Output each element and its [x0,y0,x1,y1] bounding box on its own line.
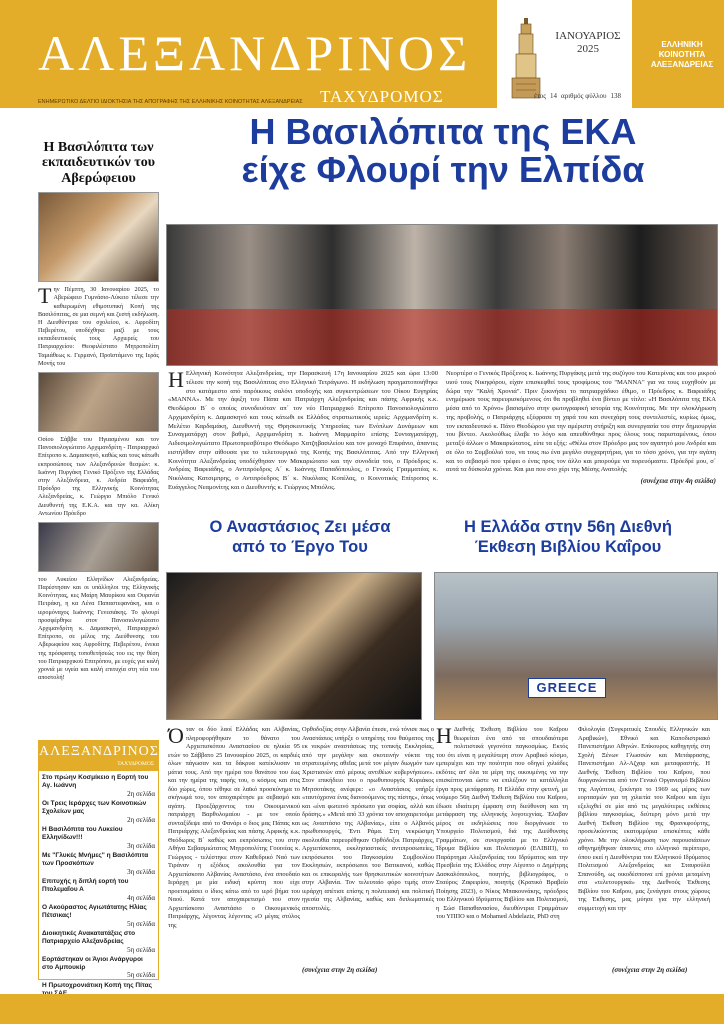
sidebar-paragraph-3: του Λυκείου Ελληνίδων Αλεξανδρείας. Παρέστησαν και οι υπάλληλοι της Ελληνικής Κοινότητας, κες Μαίρη Μαυρίκου και Ουρανία Πετράκη, η κα Λένα Παπαστεφανάκη, και ο ιερομόναχος Ιωάννης Γενεσιάκης. Το φλουρί προσφέρθηκε στον Πανοσιολογιώτατο Αρχιμανδρίτη κ. Δαμασκηνό, Πατριαρχικό Επίτροπο, σε μέλος της Διεύθυνσης του Αβερωφείου κας Αφροδίτης Πεβερέτου, ένεκα της πρόσφατης τοποθετήσεώς του εις την θέση του Πατριαρχικού Επιτρόπου, με ευχές για καλή χρονιά με υγεία και καλή επιτυχία στη νέα του αποστολή! [38,575,159,682]
story3-headline [436,518,700,558]
toc-item-title: Διοικητικές Ανακατατάξεις στο Πατριαρχείο Αλεξανδρείας [42,929,136,945]
story3-column-1 [436,723,568,922]
masthead-title: ΑΛΕΞΑΝΔΡΙΝΟΣ [38,25,472,81]
story3-dropcap: Η [436,723,452,748]
story3-column-1-text: Διεθνής Έκθεση Βιβλίου του Καΐρου θεωρείται ένα από τα σπουδαιότερα πολιτιστικά γεγονότα παγκοσμίως. Εκτός του ότι είναι η μεγαλύτερη στον Αραβικό κόσμο, εμπεριέχει και την ποιότητα που οδηγεί χιλιάδες εκδότες απ' όλα τα μέρη της οικουμένης να την επισκέπτονται ώστε να επιλέξουν τα κατάλληλα έργα προς μετάφραση. Η Ελλάδα στην φετινή, με νούμερο 56η Διεθνή Έκθεση Βιβλίου του Καΐρου, έδωσε ιδιαίτερη έμφαση στη διεύθυνση και τη μετάφραση της ελληνικής λογοτεχνίας. Έλαβαν μέρος σε εκδηλώσεις που διοργάνωσε το Υπουργείο Πολιτισμού, διά της Διεύθυνσης Γραμμάτων, σε συνεργασία με το Ελληνικό Ίδρυμα Βιβλίου και Πολιτισμού (ΕΛΙΒΙΠ), το Παράρτημα Αλεξανδρείας του Ιδρύματος και την Πρεσβεία της Ελλάδος στην Αίγυπτο ο Δημήτρης Δασκαλόπουλος, ποιητής, βιβλιογράφος, ο Σταύρος Ζαφειρίου, ποιητής (Κρατικό Βραβείο Ποίησης 2023), ο Νίκος Μπακουνάκης, πρόεδρος του Ελληνικού Ιδρύματος Βιβλίου και Πολιτισμού, η Σώσ Παπαθανασίου, διευθύντρια Γραμμάτων του ΥΠΠΟ και ο Mohamed Abdelaziz, PhD στη [436,726,568,921]
story2-headline-line2: από το Έργο Του [232,537,368,556]
story3-continued[interactable]: (συνέχεια στην 2η σελίδα) [612,966,688,974]
sidebar-paragraph-1: ην Πέμπτη, 30 Ιανουαρίου 2025, το Αβερώφειο Γυμνάσιο-Λύκειο τέλεσε την καθιερωμένη εθιμοτυπική Κοπή της Βασιλόπιτας, σε μια σεμνή και ζεστή εκδήλωση. Η Διευθύντρια του σχολείου, κ. Αφροδίτη Πεβερέτου, υποδέχθηκε μαζί με τους εκπαιδευτικούς τους Αρχιερείς του Πατριαρχείου: Θεοφιλέστατο Μητροπολίτη Ταμιάθεως κ. Γερμανό, Προϊστάμενο της Ιεράς Μονής του [38,286,159,367]
sidebar-dropcap: Τ [38,283,52,309]
story2-column-1-text: ταν οι δύο λαοί Ελλάδας και Αλβανίας, πληροφορήθηκαν το θάνατο του Αρχιεπισκόπου Αναστασίου σε ηλικία 95 ετών το Σάββατο 25 Ιανουαρίου 2025, οι καρδιές όλων πάγωσαν και τα δάκρυα κατέκλυσαν τα μάτια τους. Από την ημέρα του θανάτου του έως και την ημέρα της ταφής του, ο κόσμος και στις δύο χώρες, όπου τέθηκε σε λαϊκό προσκύνημα το σκήνωμά του, τον αποχαιρέτησε με σεβασμό και αγάπη. Προεξάρχοντος του Οικουμενικού πατριάρχη Βαρθολομαίου - με τον οποίο συνταξίδεψε από το Φανάρι ο διος μας Πάπας και Πατριάρχης Αλεξανδρείας και πάσης Αρφικής κ.κ. Θεόδωρος Β΄ καθώς και εκπρόσωπος του στην Αθήνα Σεβασμιώτατος Μητροπολίτης Γουινέας κ. Γεώργιος - τελέστηκε στον Καθεδρικό Ναό των Τιράναν η εξόδιος ακολουθία για τον Αρχιεπίσκοπο Αλβανίας Αναστάσιο, ένα σπουδαίο Ιεράρχη με μία ειδική κρύπτη που είχε προετοιμάσει ο ίδιος κάτω από το ιερό βήμα του Ναού. Κατά τον αποχαιρετισμό του στον Αρχιεπίσκοπο Αναστάσιο ο Οικουμενικός Πατριάρχης, λέγοντας λέγοντας «Ο μέγας στύλος της [168,726,300,929]
toc-item[interactable] [42,904,155,928]
toc-item[interactable] [42,956,155,980]
main-dropcap: Η [168,367,184,392]
story2-headline-line1: Ο Αναστάσιος Ζει μέσα [209,518,391,536]
toc-subtitle: ΤΑΧΥΔΡΟΜΟΣ [117,761,154,767]
community-line3: ΑΛΕΞΑΝΔΡΕΙΑΣ [650,60,714,69]
story2-continued[interactable]: (συνέχεια στην 2η σελίδα) [302,966,378,974]
toc-item-title: Στο πρώην Κοσμίκειο η Εορτή του Αγ. Ιωάννη [42,774,149,789]
main-continued[interactable]: (συνέχεια στην 4η σελίδα) [640,477,716,486]
issue-label: αριθμός φύλλου [561,92,607,100]
toc-item-page: 5η σελίδα [127,945,155,954]
toc-item[interactable] [42,930,155,954]
community-name [640,40,724,70]
toc-item-title: Η Πρωτοχρονιάτικη Κοπή της Πίτας [42,981,152,989]
story3-column-2: Φιλολογία (Συγκριτικές Σπουδές Ελληνικών και Αραβικών), Εθνικό και Καποδιστριακό Πανεπιστήμιο Αθηνών. Επίκουρος καθηγητής στη Σχολή Ξένων Γλωσσών και Μετάφρασης, Πανεπιστήμιο Αλ-Αζχαρ και μεταφραστής. Η Διεθνής Έκθεση Βιβλίου του Καΐρου, που διοργανώνεται από τον Γενικό Οργανισμό Βιβλίου της Αιγύπτου, ξεκίνησε το 1969 ως μέρος των εορτασμών για τη χιλιετία του Καΐρου και έχει εξελιχθεί σε μία από τις μεγαλύτερες εκθέσεις βιβλίου παγκοσμίως, δεύτερη μόνο μετά την Διεθνή Έκθεση Βιβλίου της Φρανκφούρτης, προσελκύοντας εκατομμύρια επισκέπτες κάθε χρόνο. Με την ολοκλήρωση των παρουσιάσεων αθηνημήθηκαν άπαντες στο ελληνικό περίπτερο, όπου εκεί η Διευθύντρια του Ελληνικού Ιδρύματος Πολιτισμού Αλεξανδρείας κα Σταυρούλα Σπανούδη, ως οικοδέσποινα επί χρόνια μεταμένη στα «τελετουργικά» της Διεθνούς Έκθεσης Βιβλίου του Καΐρου, μας ξενάγησε στους χώρους της Έκθεσης, μας μύησε για την ελληνική συμμετοχή και την [578,726,710,912]
toc-item[interactable] [42,800,155,824]
toc-item-title: Με "Γλυκές Μνήμες" η Βασιλόπιτα των Προσκόπων [42,851,149,867]
issue-year: 2025 [577,43,599,56]
issue-month: ΙΑΝΟΥΑΡΙΟΣ [555,30,621,42]
toc-item[interactable] [42,852,155,876]
toc-item[interactable] [42,878,155,902]
toc-item-page: 2η σελίδα [127,789,155,798]
toc-item-title: Η Βασιλόπιτα του Λυκείου Ελληνίδων!!! [42,825,123,841]
toc-item-page: 5η σελίδα [127,971,155,980]
toc-item-title: Εορτάστηκαν οι Άγιοι Ανάργυροι στο Αμπουκίρ [42,955,143,971]
story2-headline [168,518,432,558]
table-of-contents [38,740,159,989]
main-column-1 [168,367,438,493]
toc-item-title: Οι Τρεις Ιεράρχες των Κοινοτικών Σχολείων μας [42,799,147,815]
issue-number: 138 [610,92,621,100]
toc-list [39,771,158,1011]
sidebar-paragraph-2: Οσίου Σάββα του Ηγιασμένου και τον Πανοσιολογιώτατο Αρχιμανδρίτη - Πατριαρχικό Επίτροπο κ. Δαμασκηνό, καθώς και τους κάτωθι εκπροσώπους των Αλεξανδρινών θεσμών: κ. Ιωάννη Πυργάκη Γενικό Πρόξενο της Ελλάδας στην Αλεξάνδρεια, κ. Ανδρέα Βαφειάδη, Πρόεδρο της Ελληνικής Κοινότητας Αλεξανδρείας, κ. Γεώργιο Μπιόλο Γενικό Διευθυντή της Ε.Κ.Α. και την κα. Αλίκη Αντωνίου Πρόεδρο [38,436,159,517]
main-column-2 [446,370,716,486]
story2-column-2: Ορθοδοξίας στην Αλβανία έπεσε, ενώ τόνισε πως ο Αναστάσιος υπήρξε ο υπηρέτης του θαύματος της εκ νεκρών αναστάσεως της τοπικής Εκκλησίας, από την μεγάλην και σκοτεινήν νύκτα της στρατευμένης αθεΐας μετά τον μέγαν διωγμόν των Χριστιανών από μέρους αντιθέων κυβερνήσεων». Στον επικήδειο του ο πρωθυπουργός Κυριάκος Μητσοτάκης ανέφερε: «ο Αναστάσιος υπήρξε «ταυτόχρονα ένας διανοούμενος της πίστης», όπως και «ένα φωτεινό πρόσωπο για σοφίας, αλλά και δράσης.» «Μετά από 33 χρόνια τον αποχαιρετούμε ως Αναστάσιο της Αλβανίας», είπε ο Αλβανός πρωθυπουργός, Έντι Ράμα. Στη νεκρώσιμη ακολουθία παρευρέθηκαν Ορθόδοξοι Πατριάρχες, Αρχιεπίσκοποι, εκκλησιαστικές αντιπροσωπείες, εκπρόσωποι του Παγκοσμίου Συμβουλίου Εκκλησιών, εκπρόσωποι του Βατικανού, καθώς και οι επικεφαλής των θρησκευτικών κοινοτήτων στην Αλβανία. Τον τελευταίο φόρο τιμής στον ιεράρχη απέτισε επίσης η πολιτειακή και πολιτική ηγεσία της Αλβανίας, καθώς και διπλωματικές αποστολές. [302,726,434,912]
toc-item-page: 3η σελίδα [127,867,155,876]
toc-header [39,741,158,771]
year-label: έτος [534,92,547,100]
greece-sign: GREECE [528,678,606,698]
main-column-1-text: Ελληνική Κοινότητα Αλεξανδρείας, την Παρασκευή 17η Ιανουαρίου 2025 και ώρα 13:00 τέλεσε την κοπή της Βασιλόπιτας στο Ελληνικό Τετράγωνο. Η εκδήλωση πραγματοποιήθηκε στο κατάμεστο από παρόικους σαλόνι υποδοχής και συγκεντρώσεων του Οίκου Ευγηρίας «ΜΑΝΝΑ». Με την άφιξη του Πάπα και Πατριάρχη Αλεξανδρείας και πάσης Αφρικής κ.κ. Θεοδώρου Β΄ ο οποίος συνοδευόταν απ΄ τον νέο Πατριαρχικό Επίτροπο Πανοσιολογιώτατο Αρχιμανδρίτη κ. Δαμασκηνό και τους κάτωθι εκ Ελλάδος στρατιωτικούς ιερείς: Αρχιμανδρίτη κ. Μελέτιο Καρδαμάκη, Διευθυντή της Θρησκευτικής Υπηρεσίας των Ενόπλων Δυνάμεων και Συναγματάρχη στον βαθμό, Αρχιμανδρίτη π. Ιωάννη Μαρμαρίτο επίσης Συνταγματάρχη, Αιδεσιμολογιώτατο Πρωτοπρεσβύτερο Θεόδωρο Χατζηβασιλείου και τον μοναχό Επιφάνιο, άπαντες ειστήλθαν στην αίθουσα για το τελετουργικό της Κοπής της Βασιλόπιτας. Από την Ελληνική Κοινότητα Αλεξανδρείας υποδέχθησαν τον Μακαριώτατο και την συνοδεία του, ο Πρόεδρος κ. Ανδρέας Βαφειάδης, ο Αντιπρόεδρος Α΄ κ. Ιωάννης Παπαδόπουλος, ο Γενικός Γραμματέας κ. Νικόλαος Κατσιμπρης, ο Αντιπρόεδρος Β΄ κ. Νικόλαος Κοπέλας, ο Κοινοτικός Επίτροπος κ. Ευάγγελος Νεαμονίτης και ο Διευθυντής κ. Γεώργιος Μπιόλος. [168,370,438,491]
toc-item-page: 3η σελίδα [127,841,155,850]
year-number: 14 [550,92,558,100]
main-column-2-text: Νεορτέρσ ο Γενικός Πρόξενος κ. Ιωάννης Πυργάκης μετά της συζύγου του Κατερίνας και του μικρού υιού τους Νικηφόρου, είχαν επισκεφθεί τους τροφίμους του "ΜΑΝΝΑ" για να τους ευχηθούν με δώρα την "Καλή Χρονιά". Πριν ξεκινήσει το πατριαρχάδικο έθιμο, ο Πρόεδρος κ. Βαφειάδης ενημέρωσε τους παρευρισκόμενους ότι θα προβληθεί ένα βίντεο με τίτλο: «Η Βασιλόπιτα της ΕΚΑ μέσα από το Χρόνο» βασισμένο στην φωτογραφική ιστορία της Κοινότητας. Με την ολοκλήρωση της προβολής, ο Πατριάρχης εξέφρασε τη χαρά του και συνεχάρη τους συντελεστές, κυρίως όμως, τον εκπαιδευτικό κ. Πάνο Θεοδώρου για την αμέριστη στήριξη και συνεργασία του στην δημιουργία του βίντεο. Ακολούθως έλαβε το λόγο και απευθύνθηκε προς όλους τους παρισταμένους, όπου μεταξύ άλλων ο Μακαριώτατος, είπε τα εξής: «Θέλω στον Πρόεδρο μας τον αγαπητό μου Ανδρέα και σε όλο το Συμβούλιό του, να τους πω ένα μεγάλο συγχαρητήρια, για το τόσο χρόνο, για την αγάπη και το σεβασμό που τρέφει ο ένας προς τον άλλο και μπορούμε να πορευόμαστε. Πρόεδρέ μου, σ΄ αυτά τα δύσκολα χρόνια. Και μια που στο χέρι της Μέσης Ανατολής [446,370,716,474]
story2-photo [166,572,422,720]
issue-date [548,30,628,56]
sidebar-headline: Η Βασιλόπιτα των εκπαιδευτικών του Αβερώφειου [42,140,155,186]
footer-bar [0,994,724,1024]
toc-item[interactable] [42,826,155,850]
lighthouse-icon [508,14,547,100]
main-headline-line1: Η Βασιλόπιτα της ΕΚΑ [249,111,637,152]
toc-item-page: 5η σελίδα [127,919,155,928]
sidebar-photo [38,192,159,282]
story2-column-1 [168,723,300,930]
toc-item[interactable] [42,774,155,798]
issue-info [534,92,630,100]
sidebar-photo-2 [38,372,159,432]
toc-item-page: 2η σελίδα [127,815,155,824]
community-line2: ΚΟΙΝΟΤΗΤΑ [658,50,706,59]
main-photo [166,224,718,366]
toc-item-page: 4η σελίδα [127,893,155,902]
toc-item-title: Ο Ακούραστος Αγιωτάτατης Ηλίας Πέτσικας! [42,903,147,919]
community-line1: ΕΛΛΗΝΙΚΗ [661,40,703,49]
sidebar-text-1 [38,283,159,368]
masthead-tagline: ΕΝΗΜΕΡΩΤΙΚΟ ΔΕΛΤΙΟ ΙΔΙΟΚΤΗΣΙΑ ΤΗΣ ΑΠΟΓΡΑΦΗΣ ΤΗΣ ΕΛΛΗΝΙΚΗΣ ΚΟΙΝΟΤΗΤΑΣ ΑΛΕΞΑΝΔΡΕΙΑΣ [38,99,303,105]
toc-title: ΑΛΕΞΑΝΔΡΙΝΟΣ [39,744,159,759]
main-headline-line2: είχε Φλουρί την Ελπίδα [241,148,645,190]
masthead-subtitle: ΤΑΧΥΔΡΟΜΟΣ [320,87,444,106]
sidebar-photo-3 [38,522,159,572]
toc-item-title: Επιτυχής η διπλή εορτή του Πτολεμαΐου Α [42,877,129,893]
story2-dropcap: Ό [168,723,184,748]
main-headline [168,113,718,189]
sidebar-article [38,140,159,682]
story3-headline-line1: Η Ελλάδα στην 56η Διεθνή [464,518,672,536]
story3-headline-line2: Έκθεση Βιβλίου Καΐρου [474,537,662,556]
